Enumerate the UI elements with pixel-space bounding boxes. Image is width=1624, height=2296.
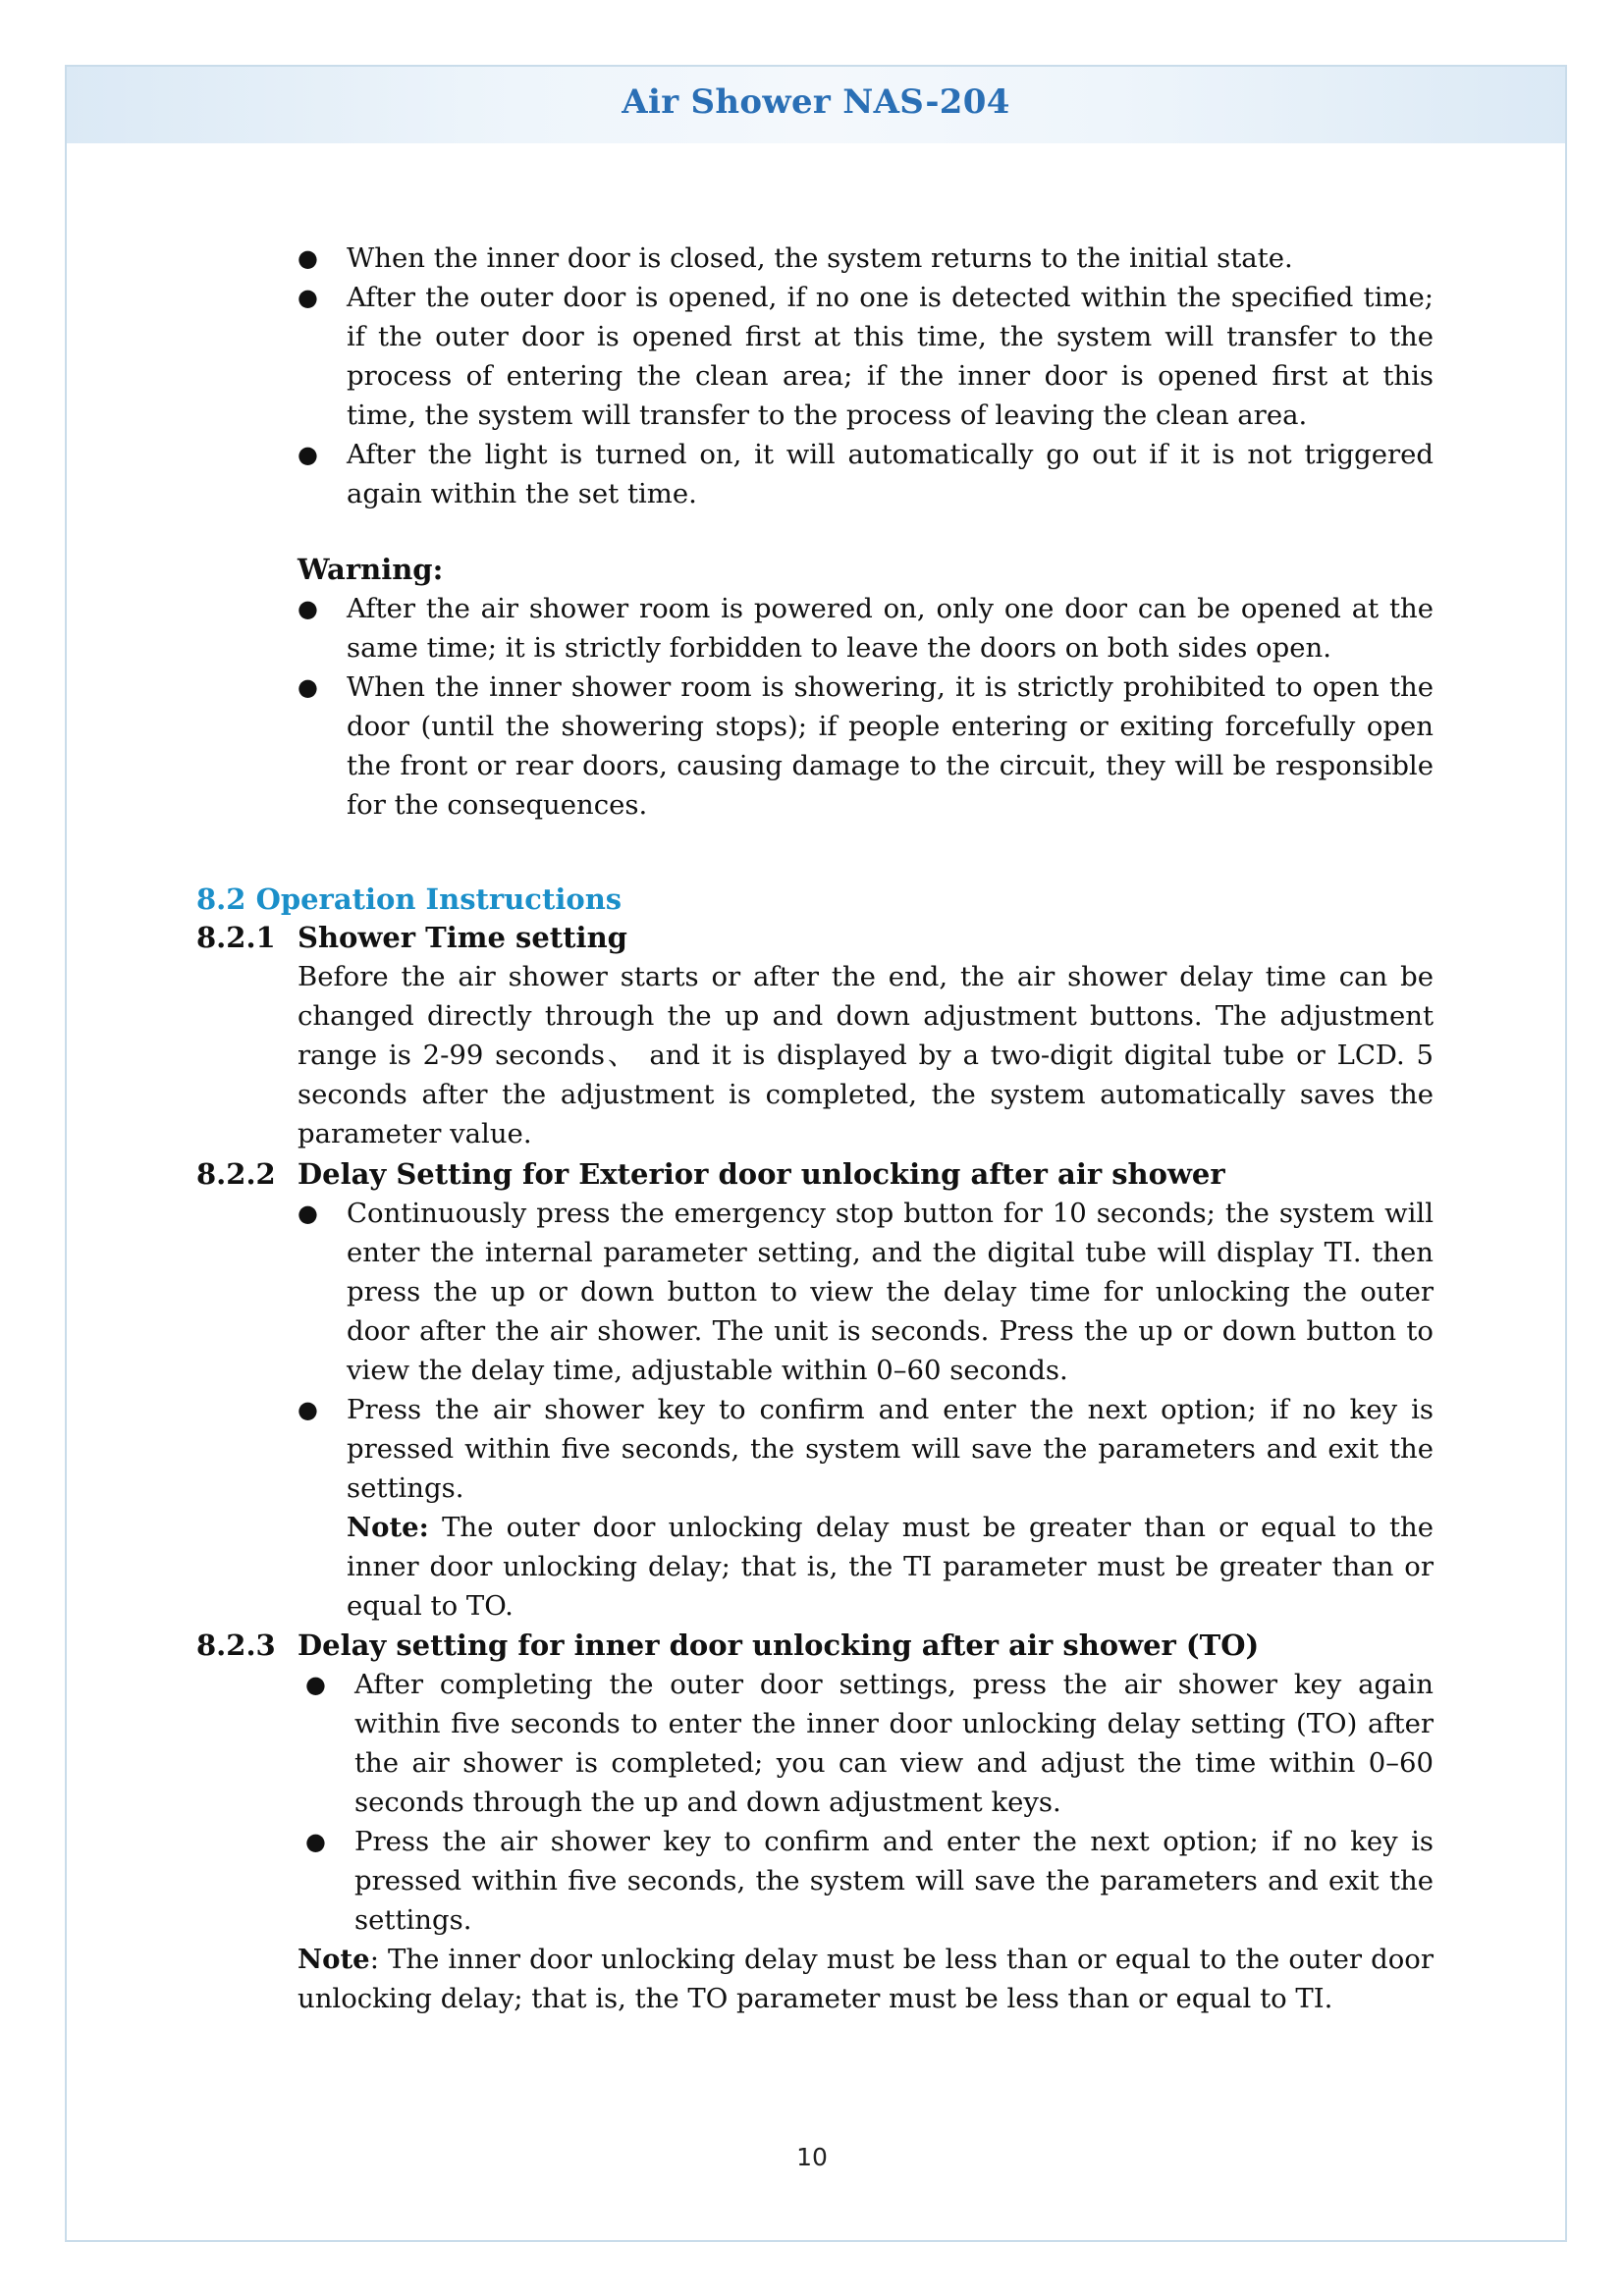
bullet-icon: ● — [305, 1671, 326, 1698]
s822-bullet-1: Continuously press the emergency stop button for 10 seconds; the system will enter the internal parameter setting, and the digital tube will display TI. then press the up or down button to view the delay time for unlocking the outer door after the air shower. The unit is seconds. Press the up or down button to view the delay time, adjustable within 0–60 seconds. — [347, 1198, 1434, 1386]
subsection-body-8-2-1: Before the air shower starts or after the end, the air shower delay time can be changed directly through the up and down adjustment buttons. The adjustment range is 2-99 seconds、 and it is displayed by a two-digit digital tube or LCD. 5 seconds after the adjustment is completed, the system automatically saves the parameter value. — [298, 961, 1434, 1149]
subsection-title-8-2-3: Delay setting for inner door unlocking after air shower (TO) — [298, 1629, 1260, 1662]
warning-bullet-2: When the inner shower room is showering, it is strictly prohibited to open the door (until the showering stops); if people entering or exiting forcefully open the front or rear doors, causing damage to the circuit, they will be responsible for the consequences. — [347, 671, 1434, 821]
subsection-title-8-2-1: Shower Time setting — [298, 921, 627, 954]
intro-bullet-3: After the light is turned on, it will automatically go out if it is not triggered again within the set time. — [347, 439, 1434, 509]
note-label: Note — [298, 1944, 370, 1975]
subsection-number-8-2-1: 8.2.1 — [196, 921, 276, 954]
s823-note — [298, 1940, 1434, 2018]
subsection-title-8-2-2: Delay Setting for Exterior door unlocking after air shower — [298, 1157, 1225, 1191]
subsection-number-8-2-3: 8.2.3 — [196, 1629, 276, 1662]
bullet-icon: ● — [298, 673, 318, 701]
note-text: The outer door unlocking delay must be greater than or equal to the inner door unlocking delay; that is, the TI parameter must be greater than or equal to TO. — [347, 1512, 1434, 1622]
bullet-icon: ● — [298, 1200, 318, 1227]
s823-bullet-1: After completing the outer door settings, press the air shower key again within five seconds to enter the inner door unlocking delay setting (TO) after the air shower is completed; you can view and adjust the time within 0–60 seconds through the up and down adjustment keys. — [354, 1669, 1434, 1818]
warning-heading: Warning: — [298, 553, 444, 586]
document-title: Air Shower NAS-204 — [622, 82, 1010, 122]
s823-bullet-2: Press the air shower key to confirm and enter the next option; if no key is pressed within five seconds, the system will save the parameters and exit the settings. — [354, 1826, 1434, 1936]
bullet-icon: ● — [298, 1396, 318, 1423]
page-number: 10 — [796, 2143, 828, 2171]
bullet-icon: ● — [298, 244, 318, 272]
warning-bullet-1: After the air shower room is powered on, only one door can be opened at the same time; it is strictly forbidden to leave the doors on both sides open. — [347, 593, 1434, 664]
section-heading-8-2 — [196, 880, 622, 919]
note-text: : The inner door unlocking delay must be less than or equal to the outer door unlocking delay; that is, the TO parameter must be less than or equal to TI. — [298, 1944, 1434, 2014]
section-title: Operation Instructions — [255, 882, 623, 916]
section-number: 8.2 — [196, 882, 246, 916]
bullet-icon: ● — [298, 441, 318, 468]
note-label: Note: — [347, 1512, 429, 1543]
s822-note — [347, 1508, 1434, 1626]
subsection-number-8-2-2: 8.2.2 — [196, 1157, 276, 1191]
bullet-icon: ● — [305, 1828, 326, 1855]
s822-bullet-2: Press the air shower key to confirm and enter the next option; if no key is pressed within five seconds, the system will save the parameters and exit the settings. — [347, 1394, 1434, 1504]
bullet-icon: ● — [298, 595, 318, 622]
bullet-icon: ● — [298, 284, 318, 311]
intro-bullet-1: When the inner door is closed, the system returns to the initial state. — [347, 242, 1293, 274]
intro-bullet-2: After the outer door is opened, if no one is detected within the specified time; if the outer door is opened first at this time, the system will transfer to the process of entering the clean area; if the inner door is opened first at this time, the system will transfer to the process of leaving the clean area. — [347, 282, 1434, 431]
